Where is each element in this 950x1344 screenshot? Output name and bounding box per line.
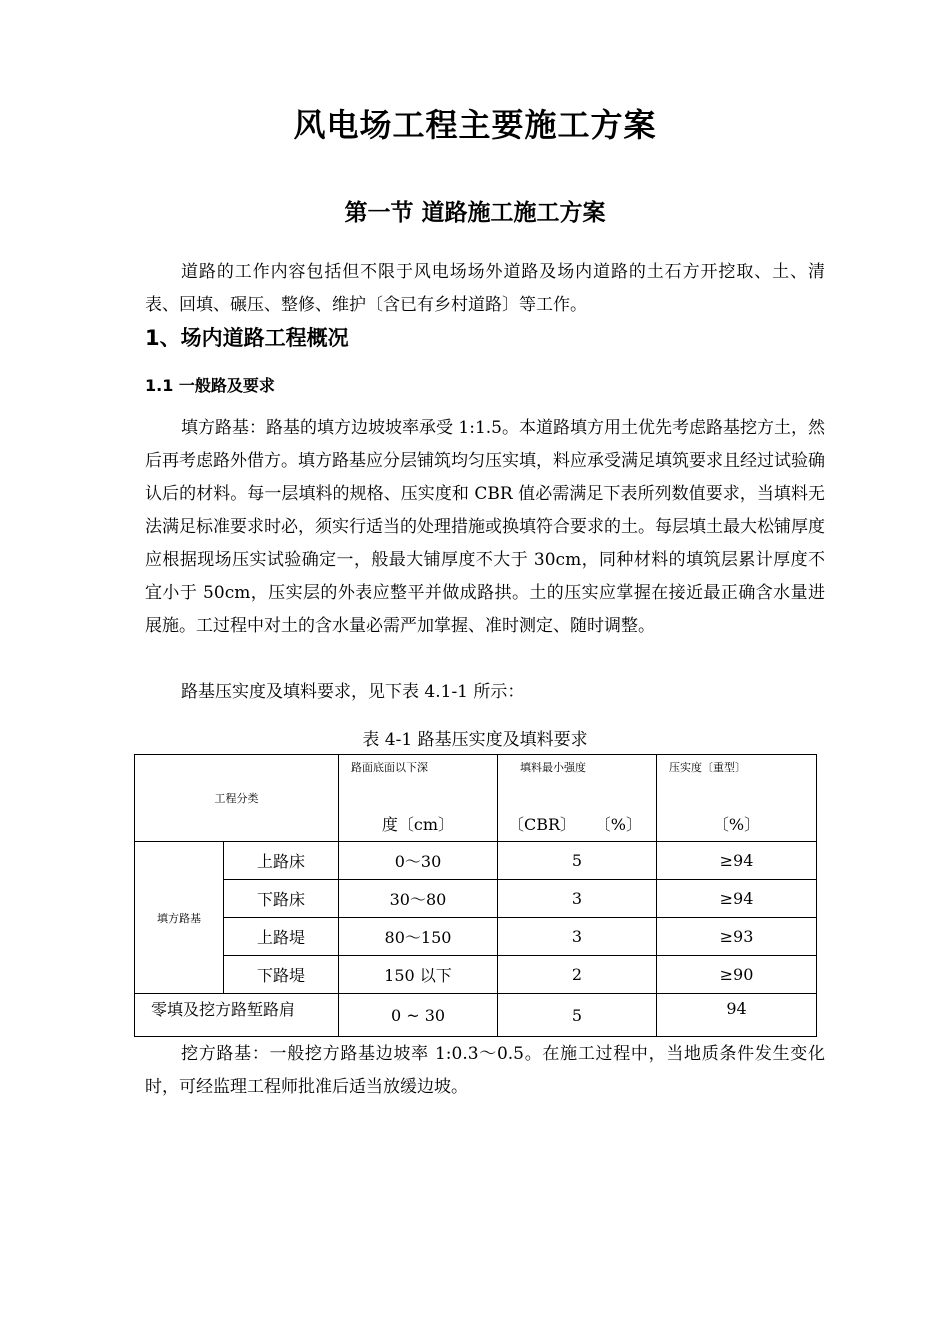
table-header-row [135,755,817,842]
header-strength [498,755,657,842]
table-row-last [135,994,817,1037]
row-cbr: 5 [498,842,657,880]
row-compaction: ≥94 [657,880,817,918]
table-row [135,842,817,880]
last-row-cbr: 5 [498,994,657,1037]
header-compaction-top: 压实度〔重型〕 [669,761,746,774]
row-name: 上路床 [224,842,339,880]
table-reference-paragraph: 路基压实度及填料要求，见下表 4.1-1 所示： [181,682,525,702]
header-compaction [657,755,817,842]
header-strength-percent: 〔%〕 [594,815,642,834]
row-name: 上路堤 [224,918,339,956]
heading-road-overview: 1、场内道路工程概况 [145,326,349,350]
row-compaction: ≥93 [657,918,817,956]
compaction-table [134,754,817,1037]
header-depth-top: 路面底面以下深 [351,761,428,774]
table-row [135,956,817,994]
row-compaction: ≥94 [657,842,817,880]
row-depth: 0～30 [339,842,498,880]
row-compaction: ≥90 [657,956,817,994]
row-name: 下路床 [224,880,339,918]
last-row-depth: 0 ~ 30 [339,994,498,1037]
header-depth [339,755,498,842]
table-row [135,918,817,956]
row-cbr: 3 [498,880,657,918]
row-cbr: 3 [498,918,657,956]
row-depth: 30～80 [339,880,498,918]
group-label-fill-subgrade [135,842,224,994]
row-depth: 150 以下 [339,956,498,994]
row-cbr: 2 [498,956,657,994]
table-caption: 表 4-1 路基压实度及填料要求 [362,730,588,750]
intro-paragraph: 道路的工作内容包括但不限于风电场场外道路及场内道路的土石方开挖取、土、清表、回填、碾压、整修、维护〔含已有乡村道路〕等工作。 [145,262,825,315]
header-strength-bottom [508,812,642,835]
header-category: 工程分类 [135,755,339,842]
row-depth: 80～150 [339,918,498,956]
header-strength-top: 填料最小强度 [520,761,586,774]
cut-subgrade-paragraph: 挖方路基：一般挖方路基边坡率 1:0.3～0.5。在施工过程中，当地质条件发生变化时，可经监理工程师批准后适当放缓边坡。 [145,1044,825,1097]
group-label-text: 填方路基 [157,911,201,925]
header-strength-cbr: 〔CBR〕 [508,815,577,834]
table-row [135,880,817,918]
header-depth-bottom: 度〔cm〕 [381,815,455,834]
fill-subgrade-paragraph: 填方路基：路基的填方边坡坡率承受 1:1.5。本道路填方用土优先考虑路基挖方土，然后再考虑路外借方。填方路基应分层铺筑均匀压实填，料应承受满足填筑要求且经过试验确认后的材料。每一层填料的规格、压实度和 CBR 值必需满足下表所列数值要求，当填料无法满足标准要求时必，须实行适当的处理措施或换填符合要求的土。每层填土最大松铺厚度应根据现场压实试验确定一，般最大铺厚度不大于 30cm，同种材料的填筑层累计厚度不宜小于 50cm，压实层的外表应整平并做成路拱。土的压实应掌握在接近最正确含水量进展施。工过程中对土的含水量必需严加掌握、准时测定、随时调整。 [145,418,825,636]
last-row-compaction: 94 [657,994,817,1037]
heading-general-requirements: 1.1 一般路及要求 [145,376,275,395]
last-row-name: 零填及挖方路堑路肩 [135,994,339,1037]
row-name: 下路堤 [224,956,339,994]
section-title: 第一节 道路施工施工方案 [344,200,606,226]
document-title: 风电场工程主要施工方案 [293,106,657,144]
header-compaction-bottom: 〔%〕 [712,815,761,834]
